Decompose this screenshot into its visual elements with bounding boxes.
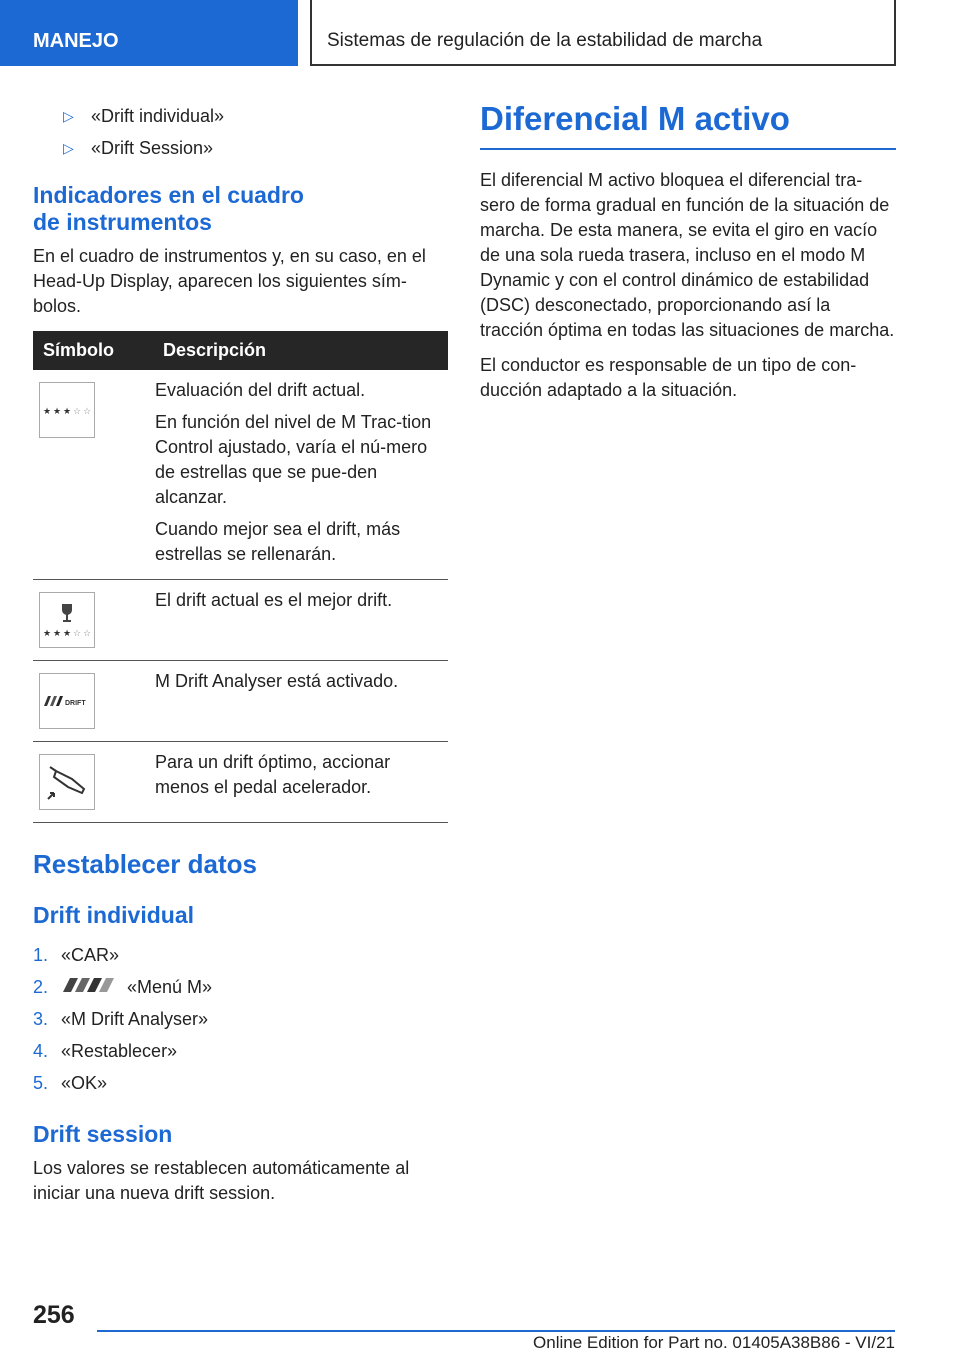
footer-divider — [97, 1330, 895, 1332]
pedal-foot-icon — [39, 754, 95, 810]
svg-text:★: ★ — [43, 406, 52, 416]
svg-text:DRIFT: DRIFT — [65, 700, 86, 707]
svg-text:☆: ☆ — [83, 406, 91, 416]
differential-note: El conductor es responsable de un tipo de con-ducción adaptado a la situación. — [480, 355, 857, 400]
drift-session-heading: Drift session — [33, 1121, 173, 1147]
triangle-bullet-icon: ▷ — [63, 139, 74, 156]
page-header — [0, 0, 960, 66]
reset-heading: Restablecer datos — [33, 849, 257, 879]
list-item: 3. «M Drift Analyser» — [33, 1008, 209, 1029]
list-item-text: «Drift individual» — [91, 105, 225, 126]
list-item: 4. «Restablecer» — [33, 1040, 178, 1061]
symbol-table — [33, 331, 448, 823]
table-row — [33, 742, 448, 823]
indicators-heading: Indicadores en el cuadro de instrumentos — [33, 182, 304, 235]
svg-text:☆: ☆ — [73, 628, 82, 638]
differential-heading: Diferencial M activo — [480, 100, 896, 150]
list-item: 2. «Menú M» — [33, 976, 213, 997]
drift-stars-icon — [39, 382, 95, 438]
svg-text:☆: ☆ — [73, 406, 82, 416]
drift-session-text: Los valores se restablecen automáticamente al iniciar una nueva drift session. — [33, 1158, 410, 1203]
list-item: 5. «OK» — [33, 1072, 108, 1093]
left-column — [33, 100, 448, 1206]
list-item — [33, 132, 448, 164]
list-item-text: «Drift Session» — [91, 137, 214, 158]
section-tab: MANEJO — [0, 0, 298, 66]
table-row — [33, 661, 448, 742]
chapter-title: Sistemas de regulación de la estabilidad de marcha — [310, 0, 896, 66]
column-header-description: Descripción — [155, 331, 448, 370]
row-description: Cuando mejor sea el drift, más estrellas se rellenarán. — [155, 519, 401, 564]
m-drift-logo-icon — [39, 673, 95, 729]
table-row — [33, 580, 448, 661]
svg-text:★: ★ — [63, 406, 72, 416]
m-logo-icon — [61, 977, 117, 998]
svg-text:★: ★ — [53, 628, 62, 638]
svg-text:★: ★ — [43, 628, 52, 638]
column-header-symbol: Símbolo — [33, 331, 155, 370]
indicators-intro: En el cuadro de instrumentos y, en su caso, en el Head-Up Display, aparecen los siguientes sím-bolos. — [33, 246, 426, 316]
row-description: El drift actual es el mejor drift. — [155, 590, 393, 610]
differential-text: El diferencial M activo bloquea el diferencial tra-sero de forma gradual en función de la situación de marcha. De esta manera, se evita el giro en vacío de una sola rueda trasera, incluso en el modo M Dynamic y con el control dinámico de estabilidad (DSC) desconectado, proporcionando así la tracción óptima en todas las situaciones de marcha. — [480, 170, 895, 340]
row-description: En función del nivel de M Trac-tion Control ajustado, varía el nú-mero de estrellas que se pue-den alcanzar. — [155, 412, 432, 507]
row-description: Evaluación del drift actual. — [155, 380, 366, 400]
triangle-bullet-icon: ▷ — [63, 107, 74, 124]
list-item: 1. «CAR» — [33, 944, 120, 965]
edition-text: Online Edition for Part no. 01405A38B86 - VI/21 — [533, 1333, 895, 1352]
drift-individual-heading: Drift individual — [33, 902, 194, 928]
list-item — [33, 100, 448, 132]
right-column — [480, 100, 896, 403]
svg-text:★: ★ — [63, 628, 72, 638]
steps-list — [33, 939, 448, 1099]
svg-text:★: ★ — [53, 406, 62, 416]
trophy-stars-icon — [39, 592, 95, 648]
svg-text:☆: ☆ — [83, 628, 92, 638]
table-row — [33, 370, 448, 580]
row-description: Para un drift óptimo, accionar menos el pedal acelerador. — [155, 752, 391, 797]
row-description: M Drift Analyser está activado. — [155, 671, 399, 691]
page-number: 256 — [33, 1301, 75, 1329]
